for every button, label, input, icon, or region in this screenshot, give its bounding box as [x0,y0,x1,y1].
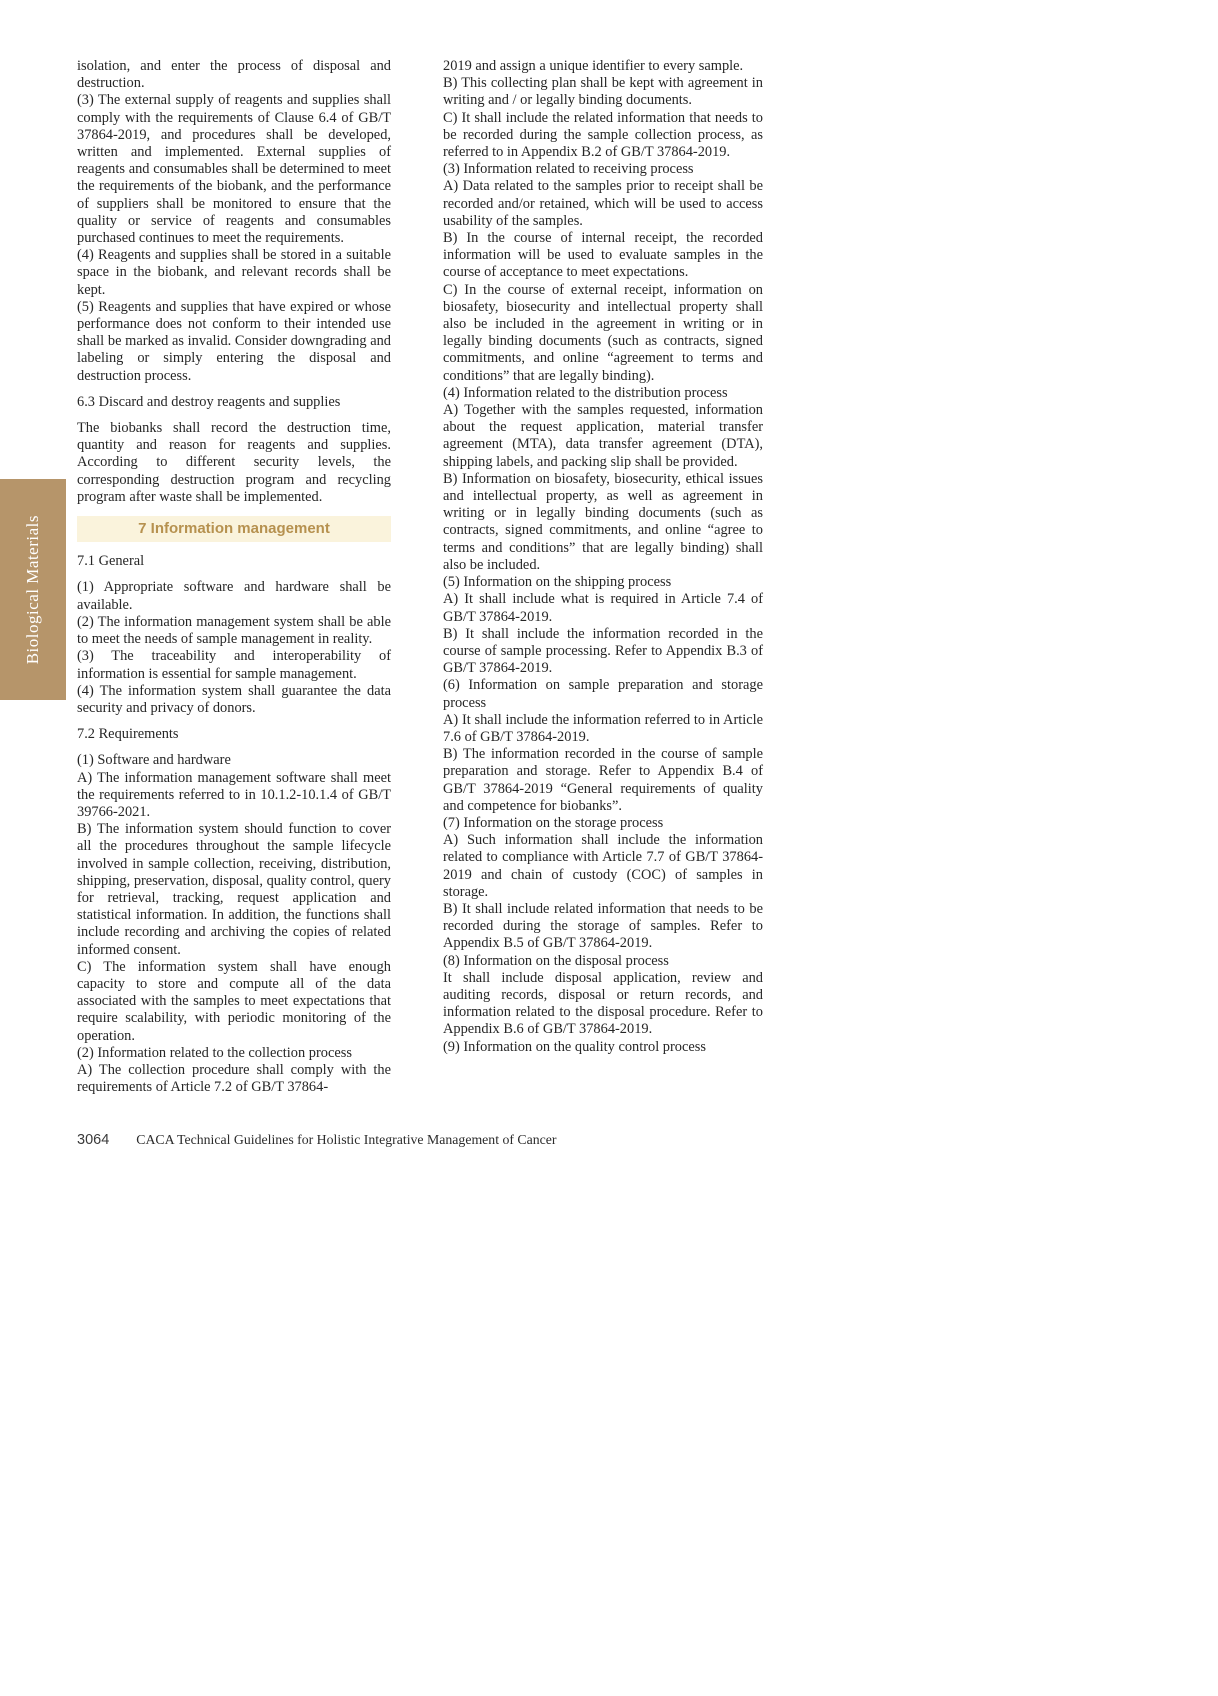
text-line: A) Together with the samples requested, information about the request application, material transfer agreement (MTA), data transfer agreement (DTA), shipping labels, and packing slip shall be provided. [443,402,763,470]
text-line: B) This collecting plan shall be kept with agreement in writing and / or legally binding documents. [443,75,763,109]
text-line: (3) The external supply of reagents and supplies shall comply with the requirements of Clause 6.4 of GB/T 37864-2019, and procedures shall be developed, written and implemented. External supplies of reagents and consumables shall be determined to meet the requirements of the biobank, and the performance of suppliers shall be monitored to ensure that the quality or service of reagents and consumables purchased continues to meet the requirements. [77,92,391,247]
text-line: (7) Information on the storage process [443,814,664,831]
text-line: 2019 and assign a unique identifier to every sample. [443,58,744,74]
text-line: B) The information system should function to cover all the procedures throughout the sample lifecycle involved in sample collection, receiving, distribution, shipping, preservation, disposal, quality control, query for retrieval, tracking, request application and statistical information. In addition, the functions shall include recording and archiving the copies of related informed consent. [77,821,391,958]
text-line: A) The information management software shall meet the requirements referred to in 10.1.2-10.1.4 of GB/T 39766-2021. [77,769,391,820]
text-line: (2) The information management system shall be able to meet the needs of sample management in reality. [77,613,391,648]
text-line: (6) Information on sample preparation and storage process [443,677,763,711]
text-line: B) It shall include related information that needs to be recorded during the storage of samples. Refer to Appendix B.5 of GB/T 37864-2019. [443,900,763,952]
section-banner: 7 Information management [77,516,391,542]
paragraph [77,58,391,385]
page-footer [77,1132,777,1148]
section-edge-tab [0,479,66,700]
text-line: B) In the course of internal receipt, the recorded information will be used to evaluate samples in the course of acceptance to meet expectations. [443,230,763,281]
text-line: (1) Software and hardware [77,752,231,769]
text-line: isolation, and enter the process of disposal and destruction. [77,58,391,92]
text-line: (3) Information related to receiving process [443,161,694,178]
text-line: B) Information on biosafety, biosecurity, ethical issues and intellectual property, as well as agreement in writing or in legally binding documents (such as contracts, signed commitments, and online “agree to terms and conditions” that are legally binding) shall also be included. [443,470,763,573]
text-line: It shall include disposal application, review and auditing records, disposal or return records, and information related to the disposal procedure. Refer to Appendix B.6 of GB/T 37864-2019. [443,969,763,1038]
paragraph [77,420,391,506]
text-line: (4) The information system shall guarantee the data security and privacy of donors. [77,682,391,716]
text-line: (5) Information on the shipping process [443,574,672,591]
text-line: A) The collection procedure shall comply with the requirements of Article 7.2 of GB/T 37864- [77,1061,391,1096]
text-line: A) Such information shall include the information related to compliance with Article 7.7 of GB/T 37864-2019 and chain of custody (COC) of samples in storage. [443,832,763,900]
text-line: C) The information system shall have enough capacity to store and compute all of the data associated with the samples to meet expectations that require scalability, with periodic monitoring of the operation. [77,958,391,1044]
text-line: The biobanks shall record the destruction time, quantity and reason for reagents and supplies. According to different security levels, the corresponding destruction program and recycling program after waste shall be implemented. [77,420,391,505]
subsection-heading: 7.2 Requirements [77,726,179,743]
subsection-heading: 6.3 Discard and destroy reagents and supplies [77,393,341,410]
text-line: A) It shall include the information referred to in Article 7.6 of GB/T 37864-2019. [443,711,763,745]
text-line: (1) Appropriate software and hardware shall be available. [77,579,391,613]
right-text-column [443,58,763,1056]
paragraph [77,752,391,1096]
text-line: C) It shall include the related information that needs to be recorded during the sample collection process, as referred to in Appendix B.2 of GB/T 37864-2019. [443,109,763,161]
text-line: (4) Reagents and supplies shall be stored in a suitable space in the biobank, and relevant records shall be kept. [77,247,391,298]
paragraph [77,579,391,717]
section-edge-tab-label: Biological Materials [23,514,42,665]
left-text-column [77,58,391,1096]
text-line: C) In the course of external receipt, information on biosafety, biosecurity and intellectual property shall also be included in the agreement in writing or in legally binding documents (such as contracts, signed commitments, and online “agreement to terms and conditions” that are legally binding). [443,281,763,384]
footer-running-title: CACA Technical Guidelines for Holistic Integrative Management of Cancer [136,1132,557,1147]
paragraph [443,58,763,1056]
text-line: (3) The traceability and interoperability of information is essential for sample management. [77,648,391,682]
text-line: (4) Information related to the distribution process [443,384,728,401]
text-line: (8) Information on the disposal process [443,952,669,969]
text-line: B) The information recorded in the course of sample preparation and storage. Refer to Appendix B.4 of GB/T 37864-2019 “General requirements of quality and competence for biobanks”. [443,746,763,814]
text-line: B) It shall include the information recorded in the course of sample processing. Refer to Appendix B.3 of GB/T 37864-2019. [443,625,763,677]
text-line: A) It shall include what is required in Article 7.4 of GB/T 37864-2019. [443,591,763,625]
text-line: (9) Information on the quality control process [443,1038,706,1055]
text-line: (2) Information related to the collection process [77,1044,352,1061]
text-line: (5) Reagents and supplies that have expired or whose performance does not conform to their intended use shall be marked as invalid. Consider downgrading and labeling or simply entering the disposal and destruction process. [77,298,391,384]
subsection-heading: 7.1 General [77,553,145,570]
page-number: 3064 [77,1132,110,1148]
text-line: A) Data related to the samples prior to receipt shall be recorded and/or retained, which will be used to access usability of the samples. [443,178,763,229]
